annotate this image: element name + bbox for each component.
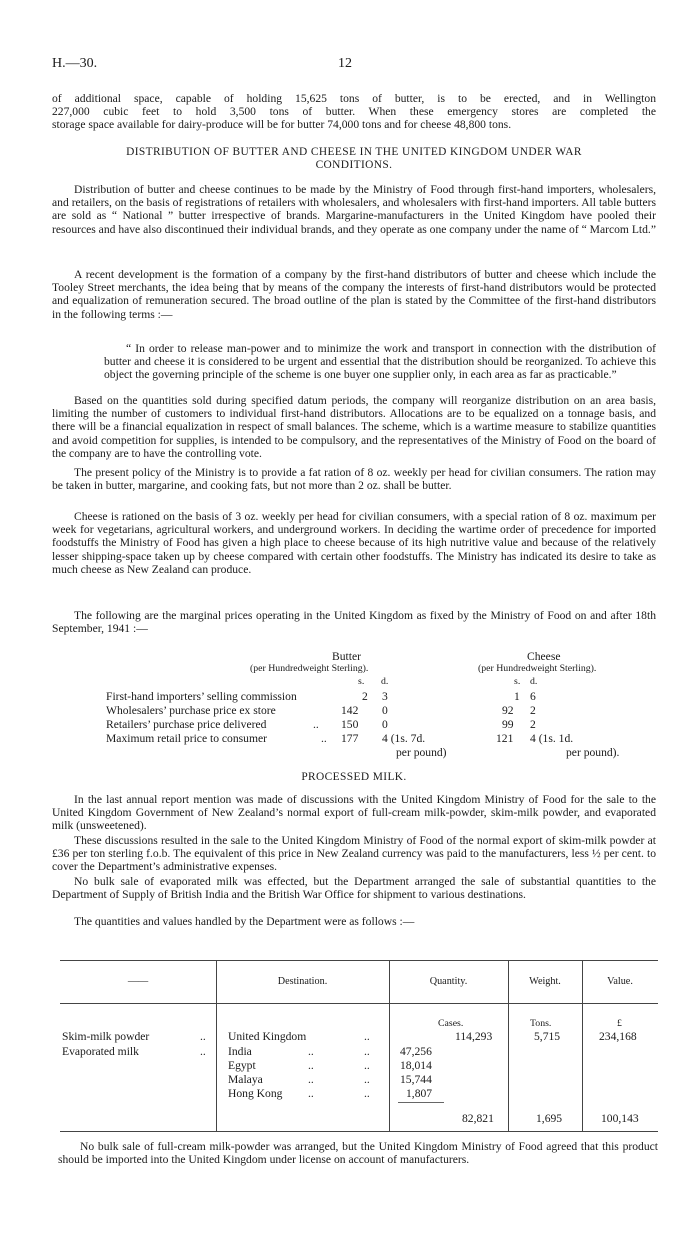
butter-column-subheading: (per Hundredweight Sterling). [250, 663, 369, 674]
section-heading-processed-milk: PROCESSED MILK. [301, 771, 407, 783]
weight-tons-total: 1,695 [536, 1112, 563, 1125]
butter-shillings: 2 [362, 690, 368, 703]
price-row-label: First-hand importers’ selling commission [106, 690, 297, 703]
price-row-label: Retailers’ purchase price delivered [106, 718, 267, 731]
subtotal-rule [398, 1102, 444, 1103]
cheese-pence: 6 [530, 690, 536, 703]
document-reference: H.—30. [52, 56, 98, 71]
butter-shillings: 150 [341, 718, 359, 731]
butter-column-heading: Butter [332, 650, 361, 663]
per-pound-note: per pound). [566, 746, 620, 759]
cheese-shillings: 121 [496, 732, 514, 745]
cheese-shillings: 99 [502, 718, 514, 731]
paragraph: The following are the marginal prices operating in the United Kingdom as fixed by the Ministry of Food on and after 18th September, 1941 :— [52, 609, 656, 636]
destination-name: Malaya [228, 1073, 263, 1086]
column-header-quantity: Quantity. [429, 976, 468, 987]
butter-pence: 3 [382, 690, 388, 703]
product-name: Evaporated milk [62, 1045, 139, 1058]
column-header-product: —— [127, 976, 149, 987]
leader-dots: .. [364, 1059, 370, 1072]
cheese-shillings: 1 [514, 690, 520, 703]
leader-dots: .. [308, 1087, 314, 1100]
paragraph: The present policy of the Ministry is to provide a fat ration of 8 oz. weekly per head for civilian consumers. The ration may be taken in butter, margarine, and cooking fats, but not more than 2 oz. shall be butter. [52, 466, 656, 493]
intro-line-2: 227,000 cubic feet to hold 3,500 tons of butter. When these emergency stores are completed the [52, 105, 656, 118]
leader-dots: .. [321, 732, 327, 745]
paragraph: Cheese is rationed on the basis of 3 oz. weekly per head for civilian consumers, with a special ration of 8 oz. maximum per week for vegetarians, agricultural workers, and underground workers. In deciding the wartime order of precedence for imported foodstuffs the Ministry of Food has given a high place to cheese because of its high nutritive value and because of the relatively lesser shipping-space taken up by cheese compared with certain other foodstuffs. The Ministry has indicated its desire to take as much cheese as New Zealand can produce. [52, 510, 656, 576]
leader-dots: .. [200, 1030, 206, 1043]
paragraph: These discussions resulted in the sale to the United Kingdom Ministry of Food of the normal export of skim-milk powder at £36 per ton sterling f.o.b. The equivalent of this price in New Zealand currency was paid to the manufacturers, less ½ per cent. to cover the Department’s administrative expenses. [52, 834, 656, 874]
value-pounds: 234,168 [599, 1030, 637, 1043]
block-quote: “ In order to release man-power and to minimize the work and transport in connection with the distribution of butter and cheese it is considered to be urgent and essential that the distribution should be reorganized. To achieve this object the governing principle of the scheme is one buyer one supplier only, in each area as far as practicable.” [104, 342, 656, 382]
intro-line-3: storage space available for dairy-produce will be for butter 74,000 tons and for cheese 48,800 tons. [52, 118, 512, 131]
paragraph: Based on the quantities sold during specified datum periods, the company will reorganize distribution on an area basis, limiting the number of customers to individual first-hand distributors. Allocations are to be equalized on a tonnage basis, and there will be a financial equalization in respect of small balances. The scheme, which is a wartime measure to stabilize quantities and avoid competition for supplies, is intended to be compulsory, and the representatives of the Ministry of Food on the board of the company are to have the controlling vote. [52, 394, 656, 460]
cheese-pence: 2 [530, 718, 536, 731]
quantity-cases: 18,014 [400, 1059, 432, 1072]
unit-pounds: £ [617, 1018, 622, 1029]
per-pound-note: per pound) [396, 746, 447, 759]
unit-tons: Tons. [530, 1018, 552, 1029]
price-row-label: Wholesalers’ purchase price ex store [106, 704, 276, 717]
cheese-shillings: 92 [502, 704, 514, 717]
column-header-weight: Weight. [529, 976, 561, 987]
column-header-value: Value. [607, 976, 633, 987]
page-number: 12 [338, 56, 352, 71]
quantity-cases: 1,807 [406, 1087, 433, 1100]
butter-pence: 0 [382, 704, 388, 717]
intro-line-1: of additional space, capable of holding 15,625 tons of butter, is to be erected, and in Wellington [52, 92, 656, 105]
quantity-cases-total: 82,821 [462, 1112, 494, 1125]
leader-dots: .. [308, 1073, 314, 1086]
unit-shillings: s. [358, 676, 365, 687]
paragraph: A recent development is the formation of a company by the first-hand distributors of butter and cheese which include the Tooley Street merchants, the idea being that by means of the company the interests of first-hand distributors would be protected and equalization of remuneration secured. The broad outline of the plan is stated by the Committee of the first-hand distributors in the following terms :— [52, 268, 656, 321]
paragraph: No bulk sale of evaporated milk was effected, but the Department arranged the sale of substantial quantities to the Department of Supply of British India and the British War Office for shipment to various destinations. [52, 875, 656, 902]
unit-shillings: s. [514, 676, 521, 687]
section-heading-distribution-cont: CONDITIONS. [315, 159, 393, 171]
product-name: Skim-milk powder [62, 1030, 150, 1043]
unit-cases: Cases. [438, 1018, 464, 1029]
column-header-destination: Destination. [277, 976, 328, 987]
cheese-pence: 2 [530, 704, 536, 717]
leader-dots: .. [308, 1045, 314, 1058]
quantity-cases: 114,293 [455, 1030, 493, 1043]
butter-shillings: 142 [341, 704, 359, 717]
destination-name: India [228, 1045, 252, 1058]
butter-pence: 4 (1s. 7d. [382, 732, 426, 745]
quantity-cases: 15,744 [400, 1073, 432, 1086]
cheese-column-subheading: (per Hundredweight Sterling). [478, 663, 597, 674]
leader-dots: .. [364, 1045, 370, 1058]
weight-tons: 5,715 [534, 1030, 561, 1043]
cheese-pence: 4 (1s. 1d. [530, 732, 574, 745]
butter-pence: 0 [382, 718, 388, 731]
destination-name: Hong Kong [228, 1087, 283, 1100]
value-pounds-total: 100,143 [601, 1112, 639, 1125]
quantity-cases: 47,256 [400, 1045, 432, 1058]
leader-dots: .. [313, 718, 319, 731]
unit-pence: d. [381, 676, 389, 687]
leader-dots: .. [308, 1059, 314, 1072]
paragraph: Distribution of butter and cheese continues to be made by the Ministry of Food through first-hand importers, wholesalers, and retailers, on the basis of registrations of retailers with wholesalers, and wholesalers with first-hand importers. All table butters are sold as “ National ” butter irrespective of brands. Margarine-manufacturers in the United Kingdom have pooled their resources and have also discontinued their individual brands, and they operate as one company under the name of “ Marcom Ltd.” [52, 183, 656, 236]
destination-name: United Kingdom [228, 1030, 307, 1043]
closing-paragraph: No bulk sale of full-cream milk-powder was arranged, but the United Kingdom Ministry of Food agreed that this product should be imported into the United Kingdom under license on account of manufacturers. [58, 1140, 658, 1167]
table-rule-bottom [60, 1131, 658, 1132]
leader-dots: .. [364, 1073, 370, 1086]
leader-dots: .. [200, 1045, 206, 1058]
paragraph: The quantities and values handled by the Department were as follows :— [74, 915, 415, 928]
destination-name: Egypt [228, 1059, 256, 1072]
butter-shillings: 177 [341, 732, 359, 745]
table-rule-top [60, 960, 658, 961]
leader-dots: .. [364, 1087, 370, 1100]
leader-dots: .. [364, 1030, 370, 1043]
paragraph: In the last annual report mention was made of discussions with the United Kingdom Ministry of Food for the sale to the United Kingdom Government of New Zealand’s normal export of full-cream milk-powder, skim-milk powder, and evaporated milk (unsweetened). [52, 793, 656, 833]
cheese-column-heading: Cheese [527, 650, 561, 663]
table-rule-header [60, 1003, 658, 1004]
unit-pence: d. [530, 676, 538, 687]
section-heading-distribution: DISTRIBUTION OF BUTTER AND CHEESE IN THE UNITED KINGDOM UNDER WAR [126, 146, 582, 158]
price-row-label: Maximum retail price to consumer [106, 732, 267, 745]
